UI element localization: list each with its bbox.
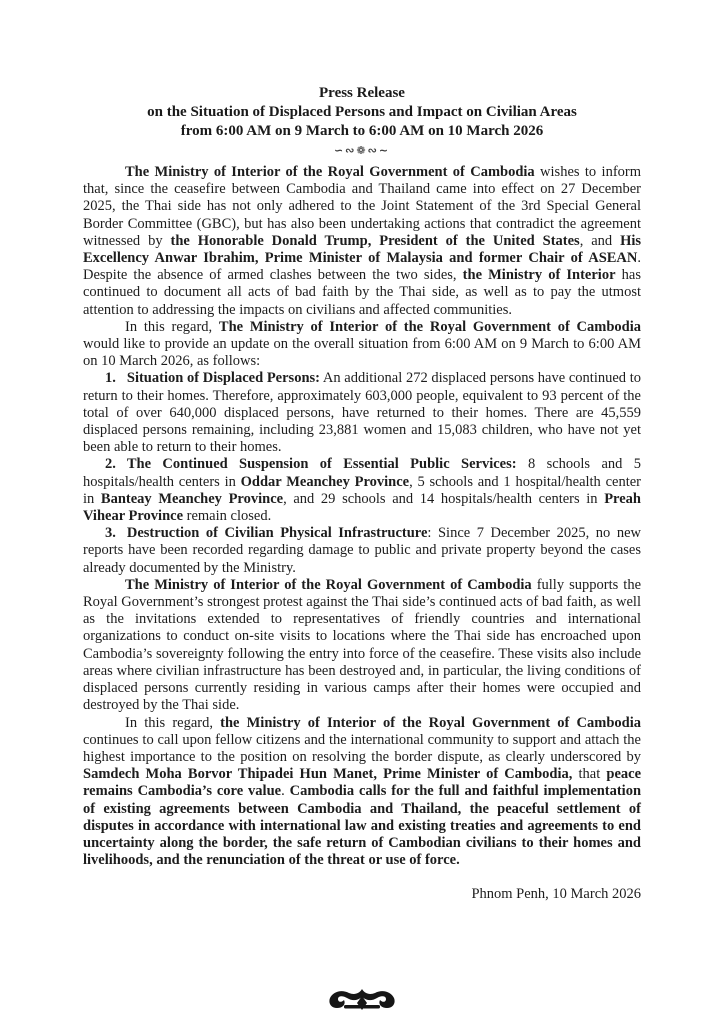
text-run: peace remains Cambodia’s core value — [83, 766, 642, 800]
text-run: Preah Vihear Province — [83, 490, 641, 525]
text-run: Oddar Meanchey Province — [240, 473, 410, 490]
text-run: The Ministry of Interior of the Royal Government of Cambodia — [218, 318, 642, 335]
text-run: remain closed. — [183, 508, 272, 525]
numbered-item — [83, 456, 641, 525]
text-run: An additional 272 displaced persons have continued to return to their homes. Therefore, approximately 603,000 people, equivalent to 93 percent of the total of over 640,000 displaced persons, have returned to their homes. There are 45,559 displaced persons remaining, including 23,881 women and 15,083 children, who have not yet been able to return to their homes. — [83, 370, 641, 456]
text-run: , 5 schools and 1 hospital/health center in — [83, 473, 641, 507]
text-run: Destruction of Civilian Physical Infrastructure — [126, 525, 428, 542]
text-run: wishes to inform that, since the ceasefire between Cambodia and Thailand came into effect on 27 December 2025, the Thai side has not only adhered to the Joint Statement of the 3rd Special General Border Committee (GBC), but has also been undertaking actions that contradict the agreement witnessed by — [83, 164, 641, 249]
title-line-3: from 6:00 AM on 9 March to 6:00 AM on 10 March 2026 — [180, 123, 544, 139]
text-run: Banteay Meanchey Province — [100, 490, 284, 507]
document-body — [83, 164, 641, 869]
text-run: Samdech Moha Borvor Thipadei Hun Manet, Prime Minister of Cambodia, — [83, 766, 573, 783]
text-run: the Honorable Donald Trump, President of the United States — [170, 232, 580, 249]
text-run: In this regard, — [125, 318, 219, 335]
paragraph — [83, 577, 641, 715]
text-run: has continued to document all acts of bad faith by the Thai side, as well as to pay the utmost attention to addressing the impacts on civilians and affected communities. — [83, 267, 641, 318]
text-run: the Ministry of Interior of the Royal Government of Cambodia — [220, 714, 641, 731]
text-run: The Ministry of Interior of the Royal Government of Cambodia — [125, 164, 535, 180]
text-run: 2. — [105, 456, 116, 473]
text-run: fully supports the Royal Government’s strongest protest against the Thai side’s continued acts of bad faith, as well as the invitations extended to representatives of friendly countries and international organizations to conduct on-site visits to locations where the Thai side has encroached upon Cambodia’s sovereignty following the entry into force of the ceasefire. These visits also include areas where civilian infrastructure has been destroyed and, in particular, the living conditions of displaced persons currently residing in various camps after their homes were occupied and destroyed by the Thai side. — [83, 576, 642, 714]
paragraph — [83, 319, 641, 371]
text-run: The Continued Suspension of Essential Public Services: — [126, 456, 517, 473]
document-content — [83, 84, 641, 903]
text-run: continues to call upon fellow citizens and the international community to support and attach the highest importance to the position on resolving the border dispute, as clearly underscored by — [83, 731, 641, 765]
text-run: Situation of Displaced Persons: — [126, 370, 320, 387]
paragraph — [83, 715, 641, 870]
text-run: : Since 7 December 2025, no new reports have been recorded regarding damage to public and private property beyond the cases already documented by the Ministry. — [83, 525, 641, 576]
footer-tailpiece-ornament-icon — [322, 986, 402, 1016]
text-run: His Excellency Anwar Ibrahim, Prime Minister of Malaysia and former Chair of ASEAN — [83, 232, 642, 267]
text-run: In this regard, — [125, 714, 221, 731]
dateline: Phnom Penh, 10 March 2026 — [471, 886, 641, 903]
text-run: , and — [579, 232, 621, 249]
text-run: , and 29 schools and 14 hospitals/health centers in — [283, 490, 605, 507]
title-line-2: on the Situation of Displaced Persons and Impact on Civilian Areas — [147, 104, 577, 120]
text-run: would like to provide an update on the overall situation from 6:00 AM on 9 March to 6:00 AM on 10 March 2026, as follows: — [83, 336, 641, 370]
text-run: The Ministry of Interior of the Royal Government of Cambodia — [125, 576, 532, 593]
paragraph — [83, 164, 641, 319]
text-run: that — [572, 766, 607, 783]
title-line-1: Press Release — [319, 85, 405, 101]
text-run: the Ministry of Interior — [462, 267, 616, 284]
text-run: 8 schools and 5 hospitals/health centers in — [83, 456, 641, 490]
numbered-item — [83, 525, 641, 577]
text-run: . Despite the absence of armed clashes between the two sides, — [83, 250, 641, 284]
text-run: 1. — [105, 370, 116, 387]
header-fleuron-ornament-icon: ∽∾❁∾∼ — [333, 144, 391, 157]
document-title — [83, 84, 641, 158]
text-run: Cambodia calls for the full and faithful implementation of existing agreements between Cambodia and Thailand, the peaceful settlement of disputes in accordance with international law and existing treaties and agreements to end uncertainty along the border, the safe return of Cambodian civilians to their homes and livelihoods, and the renunciation of the threat or use of force. — [83, 783, 642, 869]
text-run: 3. — [105, 525, 116, 542]
numbered-item — [83, 370, 641, 456]
text-run: . — [281, 783, 290, 800]
